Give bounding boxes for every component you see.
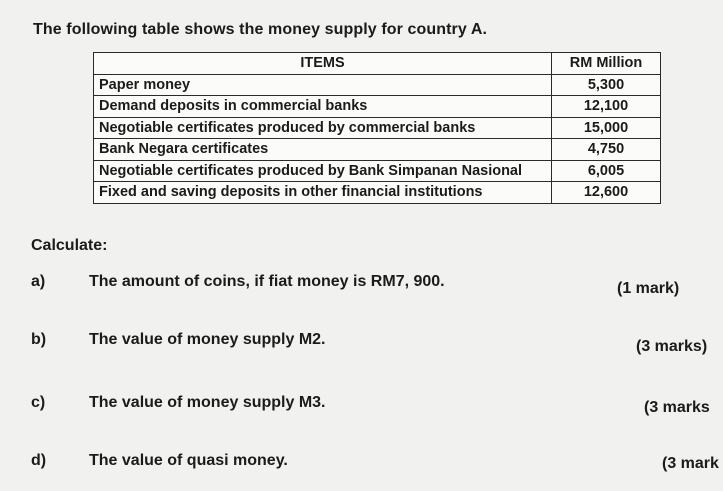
row-item: Bank Negara certificates <box>94 139 552 161</box>
row-value: 6,005 <box>552 160 661 182</box>
table-row <box>94 139 661 161</box>
row-value: 4,750 <box>552 139 661 161</box>
question-marks: (3 marks <box>644 399 710 416</box>
table-row <box>94 74 661 96</box>
table-row <box>94 96 661 118</box>
question-b <box>31 331 326 349</box>
table-row <box>94 182 661 204</box>
table-row <box>94 117 661 139</box>
question-marks: (3 marks) <box>636 338 708 355</box>
question-text: The value of quasi money. <box>89 452 288 469</box>
row-item: Fixed and saving deposits in other financial institutions <box>94 182 552 204</box>
table-row <box>94 160 661 182</box>
question-label: b) <box>31 331 47 348</box>
table-header-row <box>94 53 661 75</box>
header-rm-million: RM Million <box>552 53 661 75</box>
question-label: d) <box>31 452 47 469</box>
question-label: a) <box>31 273 46 290</box>
row-value: 12,100 <box>552 96 661 118</box>
question-marks: (3 mark <box>662 455 719 472</box>
row-item: Paper money <box>94 74 552 96</box>
row-item: Negotiable certificates produced by commercial banks <box>94 117 552 139</box>
row-value: 12,600 <box>552 182 661 204</box>
question-marks: (1 mark) <box>617 280 680 297</box>
question-text: The amount of coins, if fiat money is RM7, 900. <box>89 273 445 290</box>
question-label: c) <box>31 394 46 411</box>
question-d <box>31 452 288 470</box>
question-c <box>31 394 326 412</box>
header-items: ITEMS <box>94 53 552 75</box>
row-value: 15,000 <box>552 117 661 139</box>
question-text: The value of money supply M3. <box>89 394 326 411</box>
row-value: 5,300 <box>552 74 661 96</box>
row-item: Negotiable certificates produced by Bank Simpanan Nasional <box>94 160 552 182</box>
calculate-label: Calculate: <box>31 237 108 254</box>
row-item: Demand deposits in commercial banks <box>94 96 552 118</box>
money-supply-table <box>93 52 661 204</box>
intro-text: The following table shows the money supply for country A. <box>33 21 488 38</box>
question-text: The value of money supply M2. <box>89 331 326 348</box>
question-a <box>31 273 445 291</box>
